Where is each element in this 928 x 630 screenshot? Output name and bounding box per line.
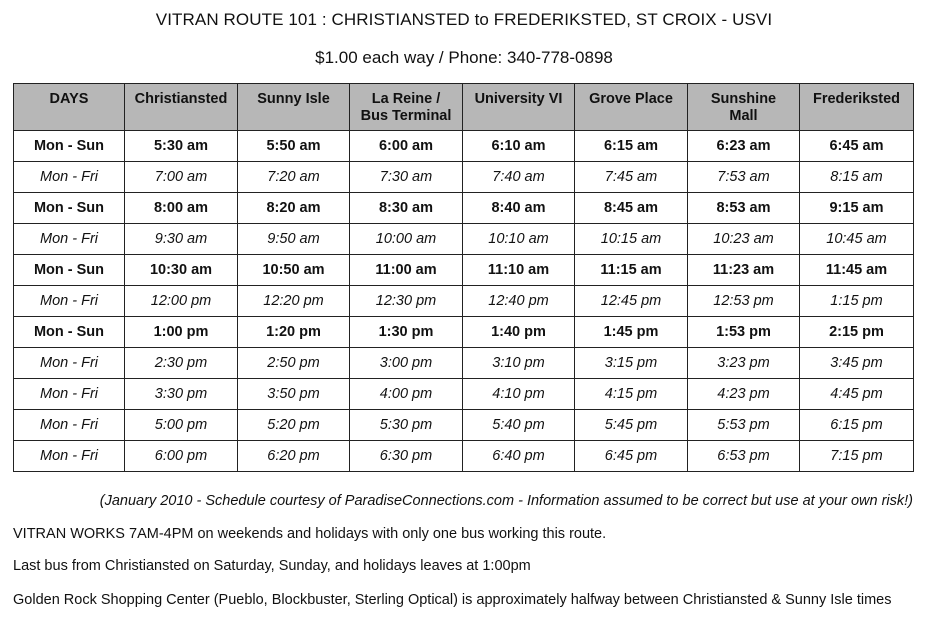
time-cell: 5:53 pm — [688, 410, 800, 441]
time-cell: 8:45 am — [575, 193, 688, 224]
time-cell: 4:45 pm — [800, 379, 914, 410]
time-cell: 8:15 am — [800, 162, 914, 193]
fare-and-phone: $1.00 each way / Phone: 340-778-0898 — [315, 48, 613, 67]
time-cell: 5:40 pm — [463, 410, 575, 441]
time-cell: 7:00 am — [125, 162, 238, 193]
time-cell: 8:40 am — [463, 193, 575, 224]
column-header-grove-place: Grove Place — [575, 84, 688, 131]
time-cell: 5:30 am — [125, 131, 238, 162]
time-cell: 7:40 am — [463, 162, 575, 193]
time-cell: 9:50 am — [238, 224, 350, 255]
table-row — [14, 224, 914, 255]
time-cell: 3:00 pm — [350, 348, 463, 379]
time-cell: 12:00 pm — [125, 286, 238, 317]
time-cell: 7:45 am — [575, 162, 688, 193]
time-cell: 10:50 am — [238, 255, 350, 286]
time-cell: 4:23 pm — [688, 379, 800, 410]
days-cell: Mon - Fri — [14, 224, 125, 255]
table-row — [14, 441, 914, 472]
time-cell: 1:40 pm — [463, 317, 575, 348]
table-row — [14, 255, 914, 286]
time-cell: 6:23 am — [688, 131, 800, 162]
note-last-bus: Last bus from Christiansted on Saturday, Sunday, and holidays leaves at 1:00pm — [13, 558, 531, 574]
time-cell: 10:15 am — [575, 224, 688, 255]
column-header-sunny-isle: Sunny Isle — [238, 84, 350, 131]
days-cell: Mon - Sun — [14, 193, 125, 224]
table-row — [14, 131, 914, 162]
time-cell: 3:23 pm — [688, 348, 800, 379]
time-cell: 10:10 am — [463, 224, 575, 255]
days-cell: Mon - Fri — [14, 348, 125, 379]
time-cell: 6:10 am — [463, 131, 575, 162]
time-cell: 1:45 pm — [575, 317, 688, 348]
time-cell: 12:20 pm — [238, 286, 350, 317]
days-cell: Mon - Fri — [14, 379, 125, 410]
time-cell: 8:20 am — [238, 193, 350, 224]
days-cell: Mon - Fri — [14, 162, 125, 193]
time-cell: 6:00 am — [350, 131, 463, 162]
time-cell: 11:00 am — [350, 255, 463, 286]
table-row — [14, 286, 914, 317]
time-cell: 6:15 pm — [800, 410, 914, 441]
time-cell: 6:20 pm — [238, 441, 350, 472]
time-cell: 8:53 am — [688, 193, 800, 224]
time-cell: 3:50 pm — [238, 379, 350, 410]
time-cell: 3:15 pm — [575, 348, 688, 379]
disclaimer: (January 2010 - Schedule courtesy of ParadiseConnections.com - Information assumed to be correct but use at your own risk!) — [99, 493, 913, 509]
time-cell: 12:30 pm — [350, 286, 463, 317]
time-cell: 11:23 am — [688, 255, 800, 286]
table-row — [14, 379, 914, 410]
time-cell: 7:30 am — [350, 162, 463, 193]
time-cell: 7:15 pm — [800, 441, 914, 472]
time-cell: 6:53 pm — [688, 441, 800, 472]
time-cell: 7:53 am — [688, 162, 800, 193]
time-cell: 6:30 pm — [350, 441, 463, 472]
time-cell: 6:40 pm — [463, 441, 575, 472]
time-cell: 3:45 pm — [800, 348, 914, 379]
time-cell: 6:45 am — [800, 131, 914, 162]
schedule-table — [13, 83, 914, 472]
time-cell: 5:20 pm — [238, 410, 350, 441]
time-cell: 1:00 pm — [125, 317, 238, 348]
days-cell: Mon - Sun — [14, 317, 125, 348]
time-cell: 10:45 am — [800, 224, 914, 255]
time-cell: 5:50 am — [238, 131, 350, 162]
column-header-sunshine-mall: Sunshine Mall — [688, 84, 800, 131]
days-cell: Mon - Fri — [14, 410, 125, 441]
days-cell: Mon - Fri — [14, 441, 125, 472]
time-cell: 10:30 am — [125, 255, 238, 286]
time-cell: 9:15 am — [800, 193, 914, 224]
time-cell: 8:00 am — [125, 193, 238, 224]
time-cell: 2:30 pm — [125, 348, 238, 379]
time-cell: 11:45 am — [800, 255, 914, 286]
table-row — [14, 348, 914, 379]
time-cell: 6:45 pm — [575, 441, 688, 472]
time-cell: 10:00 am — [350, 224, 463, 255]
time-cell: 1:15 pm — [800, 286, 914, 317]
time-cell: 4:00 pm — [350, 379, 463, 410]
time-cell: 10:23 am — [688, 224, 800, 255]
time-cell: 6:15 am — [575, 131, 688, 162]
days-cell: Mon - Sun — [14, 255, 125, 286]
time-cell: 4:15 pm — [575, 379, 688, 410]
header-row — [14, 84, 914, 131]
time-cell: 5:00 pm — [125, 410, 238, 441]
time-cell: 8:30 am — [350, 193, 463, 224]
time-cell: 12:53 pm — [688, 286, 800, 317]
table-row — [14, 162, 914, 193]
table-row — [14, 193, 914, 224]
column-header-christiansted: Christiansted — [125, 84, 238, 131]
time-cell: 1:30 pm — [350, 317, 463, 348]
time-cell: 4:10 pm — [463, 379, 575, 410]
column-header-university-vi: University VI — [463, 84, 575, 131]
note-weekend-hours: VITRAN WORKS 7AM-4PM on weekends and holidays with only one bus working this route. — [13, 526, 607, 542]
time-cell: 1:20 pm — [238, 317, 350, 348]
time-cell: 3:10 pm — [463, 348, 575, 379]
time-cell: 11:15 am — [575, 255, 688, 286]
time-cell: 9:30 am — [125, 224, 238, 255]
time-cell: 7:20 am — [238, 162, 350, 193]
days-cell: Mon - Fri — [14, 286, 125, 317]
time-cell: 1:53 pm — [688, 317, 800, 348]
time-cell: 3:30 pm — [125, 379, 238, 410]
time-cell: 6:00 pm — [125, 441, 238, 472]
time-cell: 2:50 pm — [238, 348, 350, 379]
page-title: VITRAN ROUTE 101 : CHRISTIANSTED to FREDERIKSTED, ST CROIX - USVI — [155, 10, 773, 29]
table-row — [14, 410, 914, 441]
time-cell: 12:40 pm — [463, 286, 575, 317]
time-cell: 12:45 pm — [575, 286, 688, 317]
note-golden-rock: Golden Rock Shopping Center (Pueblo, Blockbuster, Sterling Optical) is approximately halfway between Christiansted & Sunny Isle times — [13, 592, 892, 608]
time-cell: 5:30 pm — [350, 410, 463, 441]
time-cell: 2:15 pm — [800, 317, 914, 348]
column-header-days: DAYS — [14, 84, 125, 131]
column-header-la-reine: La Reine / Bus Terminal — [350, 84, 463, 131]
days-cell: Mon - Sun — [14, 131, 125, 162]
table-row — [14, 317, 914, 348]
time-cell: 5:45 pm — [575, 410, 688, 441]
time-cell: 11:10 am — [463, 255, 575, 286]
column-header-frederiksted: Frederiksted — [800, 84, 914, 131]
